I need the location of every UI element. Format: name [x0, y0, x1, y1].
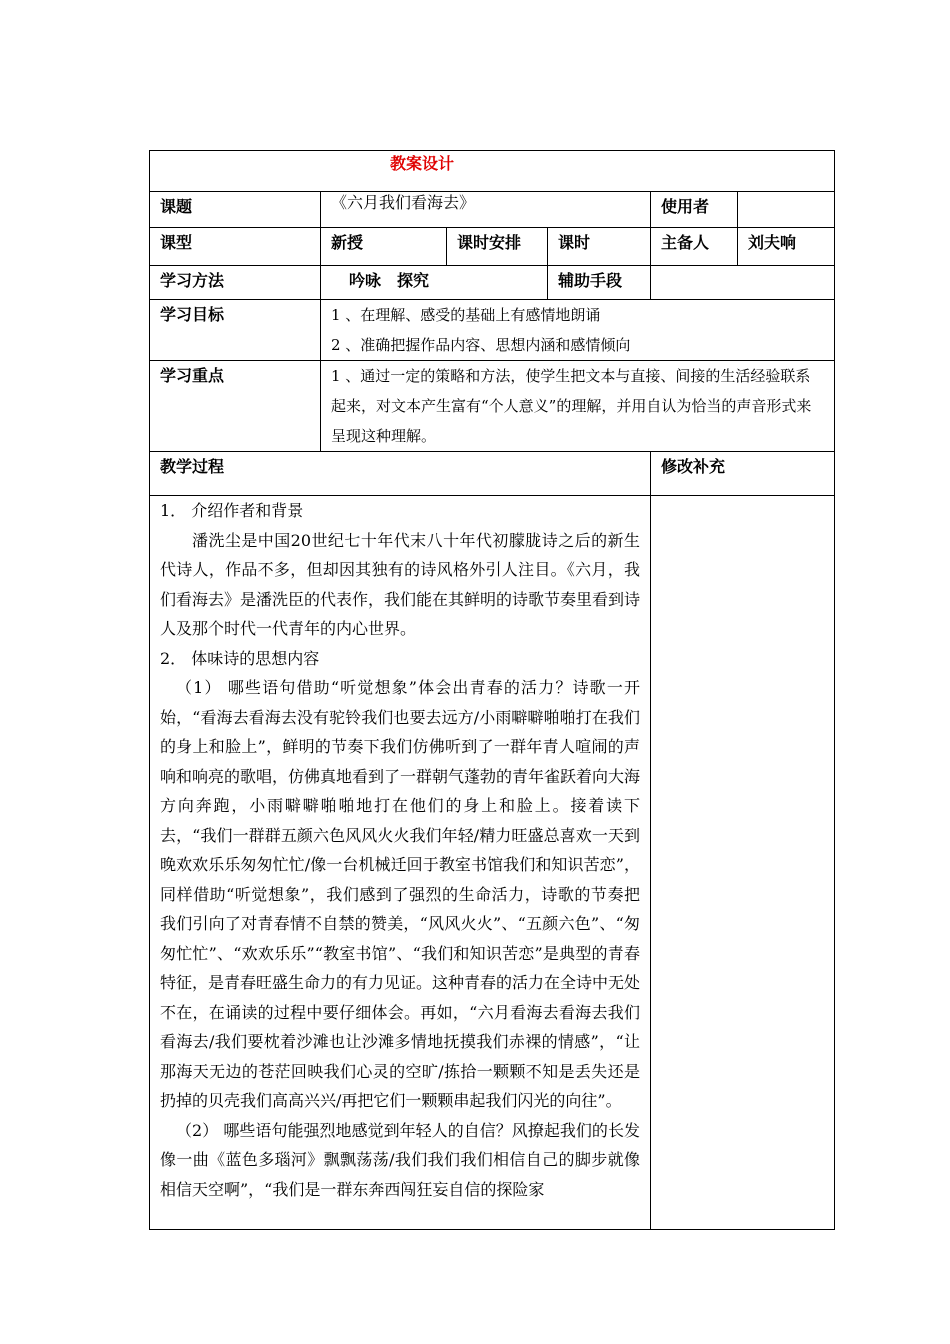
- user-value: [738, 192, 835, 228]
- goals-list: [321, 300, 835, 361]
- method-label: 学习方法: [150, 266, 321, 300]
- section-heading: 2． 体味诗的思想内容: [160, 648, 320, 668]
- type-label: 课型: [150, 228, 321, 266]
- aids-value: [651, 266, 835, 300]
- schedule-label: 课时安排: [447, 228, 548, 266]
- goals-label: 学习目标: [150, 300, 321, 361]
- focus-label: 学习重点: [150, 361, 321, 452]
- topic-label: 课题: [150, 192, 321, 228]
- revise-label: 修改补充: [651, 452, 835, 496]
- preparer-value: 刘夫响: [738, 228, 835, 266]
- method-value: 吟咏 探究: [321, 266, 548, 300]
- process-content: [150, 496, 651, 1230]
- paragraph: （2） 哪些语句能强烈地感觉到年轻人的自信？风撩起我们的长发像一曲《蓝色多瑙河》飘飘荡荡/我们我们我们相信自己的脚步就像相信天空啊”，“我们是一群东奔西闯狂妄自信的探险家: [160, 1120, 640, 1199]
- topic-value: 《六月我们看海去》: [321, 192, 651, 228]
- goal-item: 2 、准确把握作品内容、思想内涵和感情倾向: [331, 336, 631, 354]
- page-title: 教案设计: [150, 151, 835, 192]
- process-label: 教学过程: [150, 452, 651, 496]
- user-label: 使用者: [651, 192, 738, 228]
- preparer-label: 主备人: [651, 228, 738, 266]
- goal-item: 1 、在理解、感受的基础上有感情地朗诵: [331, 306, 601, 324]
- paragraph: （1） 哪些语句借助“听觉想象”体会出青春的活力？诗歌一开始，“看海去看海去没有驼铃我们也要去远方/小雨噼噼啪啪打在我们的身上和脸上”，鲜明的节奏下我们仿佛听到了一群年青人喧闹的声响和响亮的歌唱，仿佛真地看到了一群朝气蓬勃的青年雀跃着向大海方向奔跑，小雨噼噼啪啪地打在他们的身上和脸上。接着读下去，“我们一群群五颜六色风风火火我们年轻/精力旺盛总喜欢一天到晚欢欢乐乐匆匆忙忙/像一台机械迁回于教室书馆我们和知识苦恋”，同样借助“听觉想象”，我们感到了强烈的生命活力，诗歌的节奏把我们引向了对青春情不自禁的赞美，“风风火火”、“五颜六色”、“匆匆忙忙”、“欢欢乐乐”“教室书馆”、“我们和知识苦恋”是典型的青春特征，是青春旺盛生命力的有力见证。这种青春的活力在全诗中无处不在，在诵读的过程中要仔细体会。再如，“六月看海去看海去我们看海去/我们要枕着沙滩也让沙滩多情地抚摸我们赤裸的情感”，“让那海天无边的苍茫回映我们心灵的空旷/拣拾一颗颗不知是丢失还是扔掉的贝壳我们高高兴兴/再把它们一颗颗串起我们闪光的向往”。: [160, 678, 641, 1110]
- paragraph: 潘洗尘是中国20世纪七十年代末八十年代初朦胧诗之后的新生代诗人，作品不多，但却因其独有的诗风格外引人注目。《六月，我们看海去》是潘洗臣的代表作，我们能在其鲜明的诗歌节奏里看到诗人及那个时代一代青年的内心世界。: [160, 530, 641, 638]
- focus-text-cell: [321, 361, 835, 452]
- type-value: 新授: [321, 228, 447, 266]
- revise-content: [651, 496, 835, 1230]
- aids-label: 辅助手段: [548, 266, 651, 300]
- section-heading: 1． 介绍作者和背景: [160, 501, 304, 520]
- period-label: 课时: [548, 228, 651, 266]
- focus-text: 1 、通过一定的策略和方法，使学生把文本与直接、间接的生活经验联系起来，对文本产生富有“个人意义”的理解，并用自认为恰当的声音形式来呈现这种理解。: [331, 367, 812, 445]
- lesson-plan-table: [149, 150, 835, 1230]
